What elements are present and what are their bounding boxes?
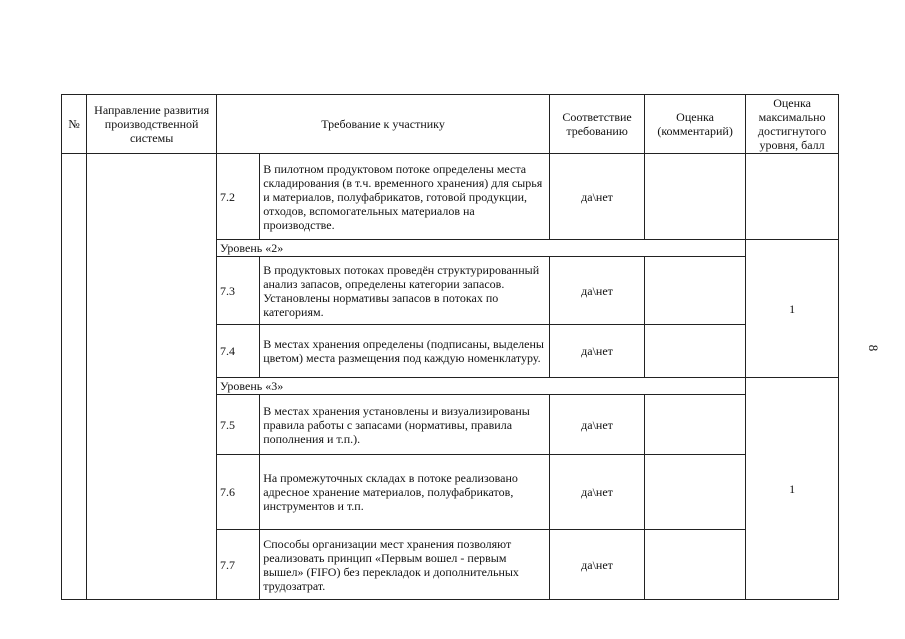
row-requirement: В местах хранения установлены и визуализированы правила работы с запасами (нормативы, правила пополнения и т.п.).	[260, 395, 550, 455]
header-requirement: Требование к участнику	[216, 95, 549, 154]
row-requirement: В продуктовых потоках проведён структурированный анализ запасов, определены категории запасов. Установлены нормативы запасов в потоках по категориям.	[260, 257, 550, 325]
row-code: 7.4	[216, 325, 259, 378]
page-number: 8	[866, 344, 881, 352]
row-code: 7.6	[216, 455, 259, 530]
assessment-table	[61, 94, 839, 600]
header-direction: Направление развития производственной системы	[87, 95, 217, 154]
level-score: 1	[746, 240, 839, 378]
row-max-score	[746, 154, 839, 240]
level-label: Уровень «2»	[216, 240, 745, 257]
row-compliance: да\нет	[550, 325, 645, 378]
row-compliance: да\нет	[550, 395, 645, 455]
num-cell	[62, 154, 87, 600]
row-requirement: На промежуточных складах в потоке реализовано адресное хранение материалов, полуфабрикатов, инструментов и т.п.	[260, 455, 550, 530]
row-comment	[644, 395, 745, 455]
row-comment	[644, 257, 745, 325]
row-comment	[644, 325, 745, 378]
header-max-score: Оценка максимально достигнутого уровня, балл	[746, 95, 839, 154]
row-code: 7.3	[216, 257, 259, 325]
row-requirement: В пилотном продуктовом потоке определены места складирования (в т.ч. временного хранения) для сырья и материалов, полуфабрикатов, готовой продукции, отходов, вспомогательных материалов на производстве.	[260, 154, 550, 240]
row-compliance: да\нет	[550, 154, 645, 240]
row-requirement: Способы организации мест хранения позволяют реализовать принцип «Первым вошел - первым вышел» (FIFO) без перекладок и дополнительных трудозатрат.	[260, 530, 550, 600]
level-score: 1	[746, 378, 839, 600]
row-requirement: В местах хранения определены (подписаны, выделены цветом) места размещения под каждую номенклатуру.	[260, 325, 550, 378]
header-compliance: Соответствие требованию	[550, 95, 645, 154]
row-compliance: да\нет	[550, 455, 645, 530]
row-code: 7.7	[216, 530, 259, 600]
row-comment	[644, 455, 745, 530]
table-row	[62, 154, 839, 240]
row-compliance: да\нет	[550, 530, 645, 600]
table-header-row	[62, 95, 839, 154]
row-code: 7.5	[216, 395, 259, 455]
header-num: №	[62, 95, 87, 154]
header-comment: Оценка (комментарий)	[644, 95, 745, 154]
row-code: 7.2	[216, 154, 259, 240]
row-comment	[644, 154, 745, 240]
row-compliance: да\нет	[550, 257, 645, 325]
direction-cell	[87, 154, 217, 600]
row-comment	[644, 530, 745, 600]
level-label: Уровень «3»	[216, 378, 745, 395]
